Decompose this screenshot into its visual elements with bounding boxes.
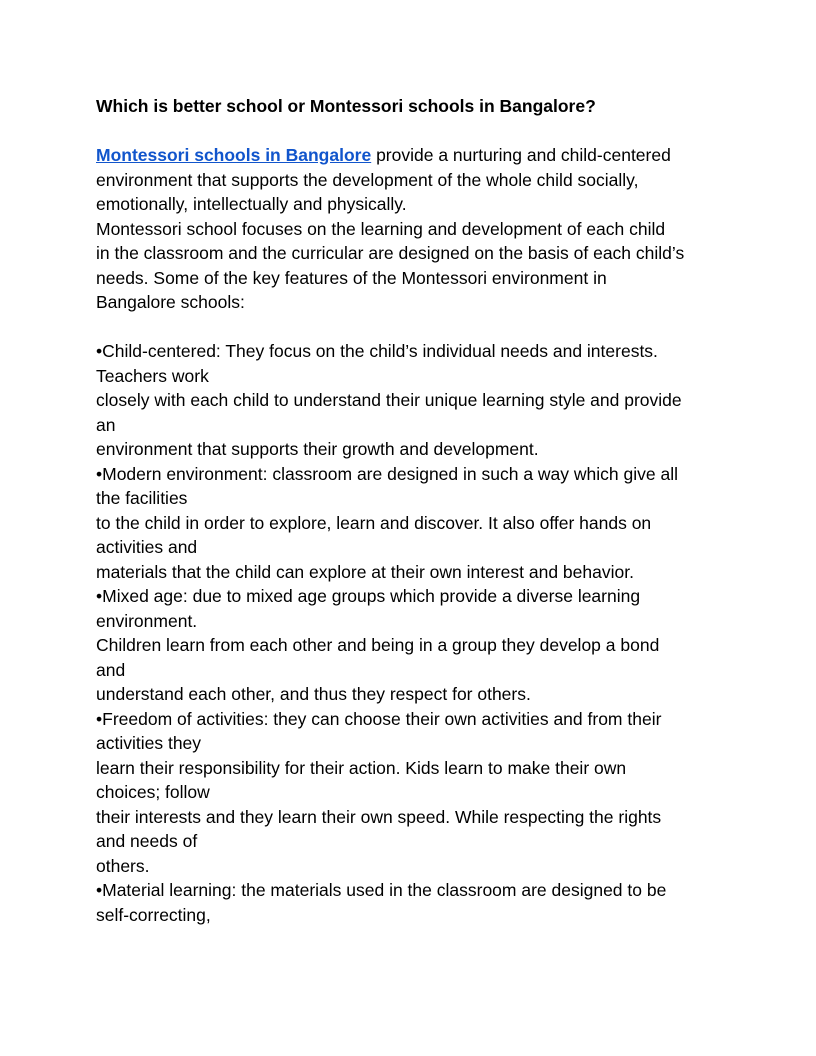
spacer (96, 315, 736, 340)
feature-line: Teachers work (96, 365, 209, 386)
feature-line: understand each other, and thus they respect for others. (96, 684, 531, 704)
feature-line: an (96, 414, 116, 435)
feature-line: to the child in order to explore, learn and discover. It also offer hands on (96, 512, 652, 533)
feature-line: and (96, 659, 126, 680)
document-page (96, 94, 736, 927)
feature-line: •Material learning: the materials used in the classroom are designed to be (96, 880, 667, 900)
feature-line: •Child-centered: They focus on the child’s individual needs and interests. (96, 341, 658, 361)
feature-line: self-correcting, (96, 904, 211, 925)
feature-line: learn their responsibility for their action. Kids learn to make their own (96, 757, 627, 778)
feature-line: •Modern environment: classroom are designed in such a way which give all (96, 463, 678, 484)
feature-line: the facilities (96, 488, 188, 508)
intro-line: environment that supports the development of the whole child socially, (96, 169, 639, 190)
feature-line: and needs of (96, 831, 198, 851)
intro-line: needs. Some of the key features of the Montessori environment in (96, 267, 607, 288)
feature-line: choices; follow (96, 782, 210, 802)
feature-line: environment. (96, 610, 198, 631)
intro-line: emotionally, intellectually and physically. (96, 194, 407, 214)
montessori-schools-link[interactable]: Montessori schools in Bangalore (96, 145, 372, 165)
intro-line-1 (96, 143, 736, 168)
feature-line: their interests and they learn their own speed. While respecting the rights (96, 806, 662, 827)
intro-line-1-text: provide a nurturing and child-centered (371, 145, 671, 165)
feature-line: •Freedom of activities: they can choose their own activities and from their (96, 708, 662, 729)
document-title: Which is better school or Montessori schools in Bangalore? (96, 96, 596, 116)
intro-line: Bangalore schools: (96, 292, 245, 312)
intro-line: Montessori school focuses on the learning and development of each child (96, 218, 666, 239)
spacer (96, 119, 736, 144)
feature-line: others. (96, 855, 150, 876)
feature-line: materials that the child can explore at their own interest and behavior. (96, 561, 634, 582)
feature-line: Children learn from each other and being in a group they develop a bond (96, 635, 660, 655)
feature-line: environment that supports their growth and development. (96, 439, 539, 459)
feature-line: activities and (96, 537, 198, 557)
intro-line: in the classroom and the curricular are designed on the basis of each child’s (96, 243, 685, 263)
feature-line: activities they (96, 733, 202, 753)
feature-line: closely with each child to understand their unique learning style and provide (96, 390, 682, 410)
feature-line: •Mixed age: due to mixed age groups which provide a diverse learning (96, 586, 641, 606)
